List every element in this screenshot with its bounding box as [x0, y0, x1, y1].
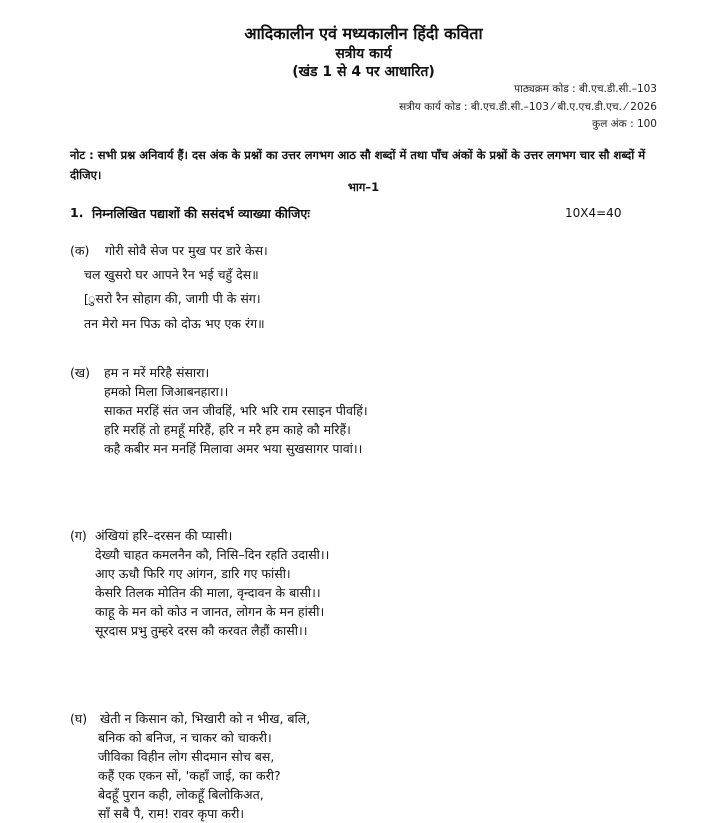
- passage-gha-line: बेदहूँ पुरान कही, लोकहूँ बिलोकिअत,: [98, 787, 264, 802]
- document-title: आदिकालीन एवं मध्यकालीन हिंदी कविता: [244, 24, 483, 43]
- question-text: निम्नलिखित पद्याशों की ससंदर्भ व्याख्या कीजिएः: [92, 206, 310, 221]
- passage-ga-line: सूरदास प्रभु तुम्हरे दरस कौ करवत लैहौं कासी।।: [95, 623, 308, 638]
- question-marks: 10X4=40: [565, 206, 622, 220]
- passage-ka-line: गोरी सोवै सेज पर मुख पर डारे केस।: [105, 243, 268, 258]
- course-code: पाठ्यक्रम कोड : बी.एच.डी.सी.–103: [514, 83, 657, 95]
- passage-label-kha: (ख): [70, 365, 90, 380]
- passage-kha-line: हम न मरें मरिहै संसारा।: [104, 365, 210, 380]
- passage-ka-line: [ुसरो रैन सोहाग की, जागी पी के संग।: [84, 291, 261, 306]
- document-scope: (खंड 1 से 4 पर आधारित): [292, 64, 435, 80]
- total-marks: कुल अंक : 100: [592, 118, 657, 130]
- instruction-note: नोट : सभी प्रश्न अनिवार्य हैं। दस अंक के प्रश्नों का उत्तर लगभग आठ सौ शब्दों में तथा पाँच अंकों के प्रश्नों के उत्तर लगभग चार सौ शब्दों में दीजिए।: [70, 148, 646, 182]
- passage-ga-line: देख्यौ चाहत कमलनैन कौ, निसि–दिन रहति उदासी।।: [95, 547, 330, 562]
- passage-label-ga: (ग): [70, 528, 87, 543]
- passage-kha-line: हमको मिला जिआबनहारा।।: [104, 384, 229, 399]
- document-subtitle: सत्रीय कार्य: [335, 46, 392, 62]
- passage-ga-line: अंखियां हरि–दरसन की प्यासी।: [95, 528, 233, 543]
- passage-gha-line: खेती न किसान को, भिखारी को न भीख, बलि,: [100, 711, 311, 726]
- passage-ga-line: आए ऊधौ फिरि गए आंगन, डारि गए फांसी।: [95, 566, 291, 581]
- passage-kha-line: हरि मरहिं तो हमहूँ मरिहैं, हरि न मरै हम काहे कौ मरिहैं।: [104, 422, 351, 437]
- passage-ka-line: चल खुसरो घर आपने रैन भई चहुँ देस॥: [84, 267, 259, 282]
- passage-label-gha: (घ): [70, 711, 88, 726]
- passage-label-ka: (क): [70, 243, 90, 258]
- passage-ga-line: काहू के मन को कोउ न जानत, लोगन के मन हांसी।: [95, 604, 325, 619]
- passage-gha-line: कहैं एक एकन सों, 'कहाँ जाई, का करी?: [98, 768, 281, 783]
- passage-gha-line: साँ सबै पै, राम! रावर कृपा करी।: [98, 806, 245, 821]
- assignment-code: सत्रीय कार्य कोड : बी.एच.डी.सी.–103 ⁄ बी.ए.एच.डी.एच. ⁄ 2026: [399, 101, 657, 113]
- passage-ka-line: तन मेरो मन पिऊ को दोऊ भए एक रंग॥: [84, 316, 265, 331]
- passage-ga-line: केसरि तिलक मोतिन की माला, वृन्दावन के बासी।।: [95, 585, 321, 600]
- passage-kha-line: साकत मरहिं संत जन जीवहिं, भरि भरि राम रसाइन पीवहिं।: [104, 403, 368, 418]
- passage-kha-line: कहै कबीर मन मनहिं मिलावा अमर भया सुखसागर पावां।।: [104, 441, 363, 456]
- question-number: 1.: [70, 205, 84, 220]
- passage-gha-line: बनिक को बनिज, न चाकर को चाकरी।: [98, 730, 272, 745]
- part-label: भाग–1: [347, 180, 380, 194]
- passage-gha-line: जीविका विहीन लोग सीदमान सोच बस,: [98, 749, 275, 764]
